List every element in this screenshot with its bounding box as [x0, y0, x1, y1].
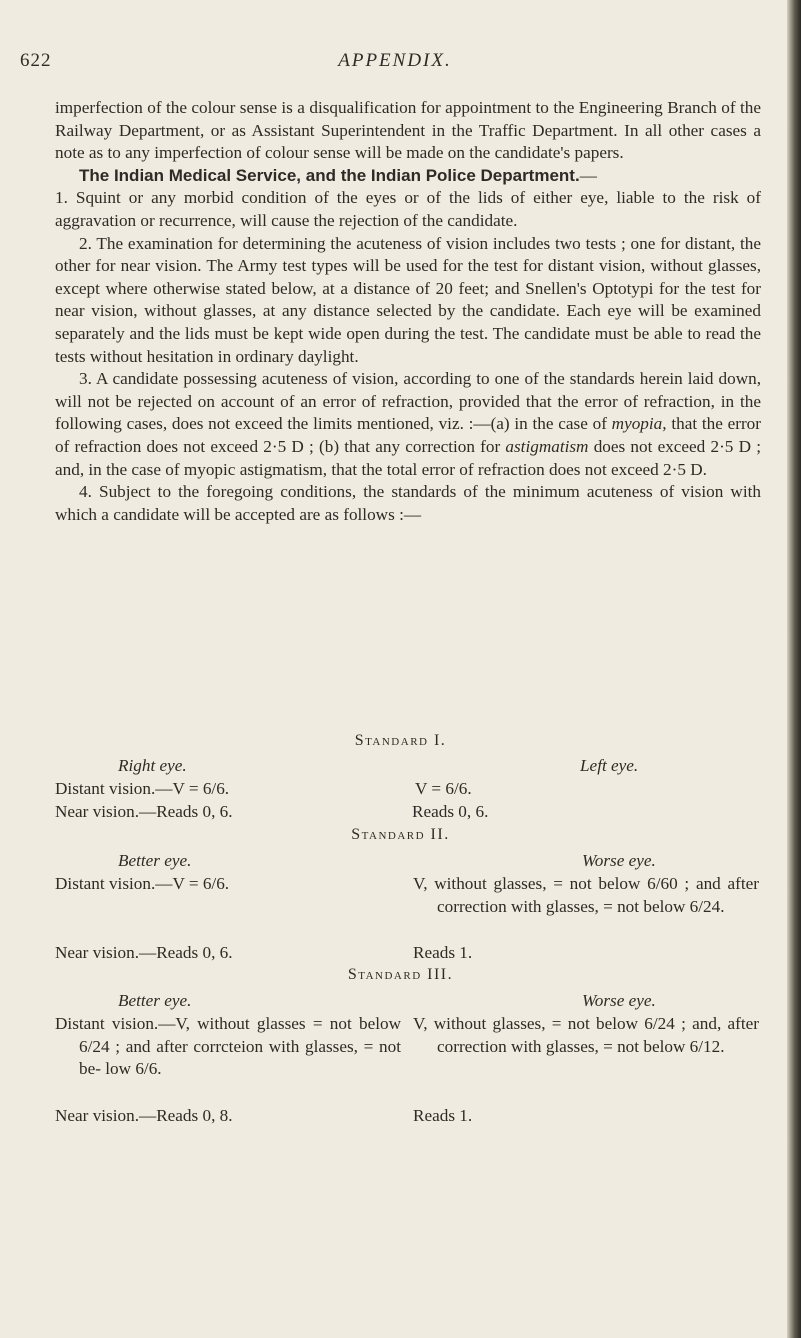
standard-1-right-near: Reads 0, 6.	[412, 802, 489, 821]
section-heading-paragraph	[55, 165, 761, 188]
para3-part-c: does not exceed 2·5 D ; and, in the case of myopic astigmatism, that the total error of refraction does not exceed 2·5 D.	[55, 436, 761, 479]
page-edge-shadow	[787, 0, 801, 1338]
section-title: The Indian Medical Service, and the Indian Police Department.	[79, 165, 580, 185]
standard-2-right-distant: V, without glasses, = not below 6/60 ; and after correction with glasses, = not below 6/24.	[413, 874, 759, 916]
paragraph-1: 1. Squint or any morbid condition of the eyes or of the lids of either eye, liable to the risk of aggravation or recurrence, will cause the rejection of the candidate.	[55, 188, 761, 230]
standard-3-right-heading: Worse eye.	[582, 991, 656, 1010]
standard-3-right-distant: V, without glasses, = not below 6/24 ; and, after correction with glasses, = not below 6/12.	[413, 1014, 759, 1056]
para3-myopia: myopia,	[611, 414, 667, 434]
standard-2-left-distant: Distant vision.—V = 6/6.	[55, 874, 230, 893]
standard-3-title: Standard III.	[347, 966, 454, 983]
standard-1-left-distant: Distant vision.—V = 6/6.	[55, 779, 230, 798]
standard-1-left-heading: Right eye.	[118, 756, 187, 775]
section-dash: —	[579, 165, 597, 185]
standard-2-left-heading: Better eye.	[118, 851, 192, 870]
para3-part-a: 3. A candidate possessing acuteness of vision, according to one of the standards herein laid down, will not be rejected on account of an error of refraction, provided that the error of refraction, in the following cases, does not exceed the limits mentioned, viz. :—(a) in the case of	[55, 369, 761, 434]
standard-1-left-near: Near vision.—Reads 0, 6.	[55, 802, 233, 821]
standard-1-title: Standard I.	[354, 732, 447, 749]
paragraph-2: 2. The examination for determining the acuteness of vision includes two tests ; one for distant, the other for near vision. The Army test types will be used for the test for distant vision, without glasses, except where otherwise stated below, at a distance of 20 feet; and Snellen's Optotypi for the test for near vision, without glasses, at any distance selected by the candidate. Each eye will be examined separately and the lids must be kept wide open during the test. The candidate must be able to read the tests without hesitation in ordinary daylight.	[55, 233, 761, 366]
standard-3-left-heading: Better eye.	[118, 991, 192, 1010]
standard-2-right-near: Reads 1.	[413, 943, 473, 962]
body-text	[55, 97, 761, 526]
para3-astigmatism: astigmatism	[505, 436, 589, 456]
paragraph-4: 4. Subject to the foregoing conditions, the standards of the minimum acuteness of vision with which a candidate will be accepted are as follows :—	[55, 482, 761, 524]
para3-part-b: that the error of refraction does not exceed 2·5 D ; (b) that any correction for	[55, 414, 761, 456]
page-header	[20, 50, 770, 76]
page-number: 622	[20, 50, 52, 71]
standard-2-title: Standard II.	[351, 826, 450, 843]
standard-3-left-near: Near vision.—Reads 0, 8.	[55, 1106, 233, 1125]
standard-3-right-near: Reads 1.	[413, 1106, 473, 1125]
standard-1-right-heading: Left eye.	[580, 756, 639, 775]
paragraph-3	[55, 368, 761, 481]
standard-1-right-distant: V = 6/6.	[415, 779, 472, 798]
standard-2-right-heading: Worse eye.	[582, 851, 656, 870]
standard-2-left-near: Near vision.—Reads 0, 6.	[55, 943, 233, 962]
standard-3-left-distant: Distant vision.—V, without glasses = not below 6/24 ; and after corrcteion with glasses, = not be- low 6/6.	[55, 1014, 401, 1079]
running-head: APPENDIX.	[338, 50, 452, 71]
intro-paragraph: imperfection of the colour sense is a disqualification for appointment to the Engineering Branch of the Railway Department, or as Assistant Superintendent in the Traffic Department. In all other cases a note as to any imperfection of colour sense will be made on the candidate's papers.	[55, 98, 761, 163]
